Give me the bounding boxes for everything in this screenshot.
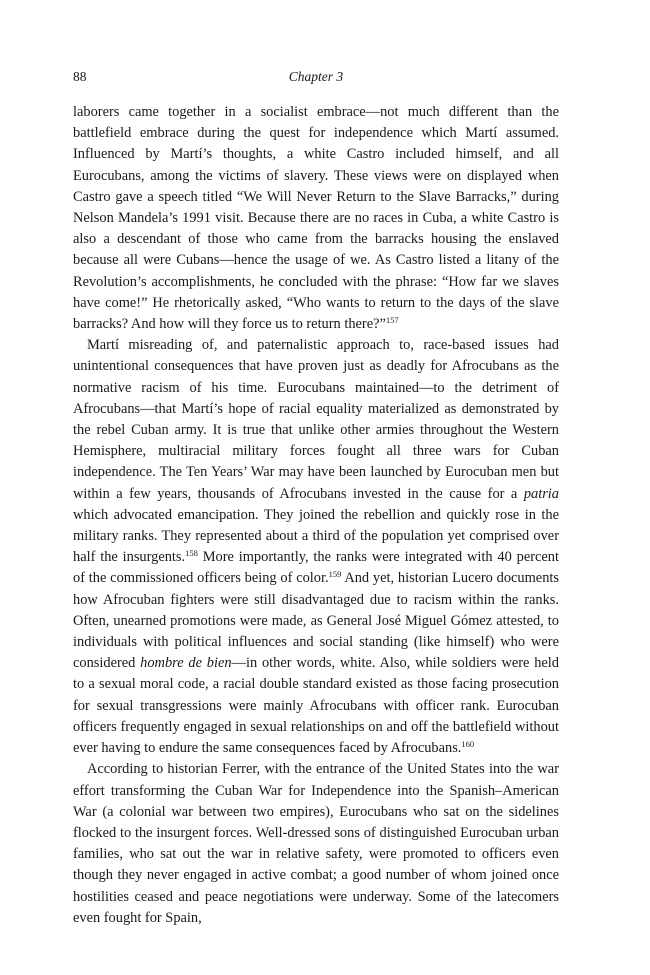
page-number: 88: [73, 69, 87, 84]
text-run: laborers came together in a socialist embrace—not much different than the battlefield embrace during the quest for independence which Martí assumed. Influenced by Martí’s thoughts, a white Castro included himself, and all Eurocubans, among the victims of slavery. These views were on displayed when Castro gave a speech titled “We Will Never Return to the Slave Barracks,” during Nelson Mandela’s 1991 visit. Because there are no races in Cuba, a white Castro is also a descendant of those who came from the barracks housing the enslaved because all were Cubans—hence the usage of we. As Castro listed a litany of the Revolution’s accomplishments, he concluded with the phrase: “How far we slaves have come!” He rhetorically asked, “Who wants to return to the days of the slave barracks? And how will they force us to return there?”: [73, 104, 559, 333]
paragraph-3: [73, 759, 559, 929]
italic-term-hombre-de-bien: hombre de bien: [140, 655, 232, 672]
text-run: More importantly, the ranks were integrated with 40 percent of the commissioned officers being of color.: [73, 549, 559, 587]
book-page: [73, 66, 559, 929]
text-run: —in other words, white. Also, while soldiers were held to a sexual moral code, a racial double standard existed as those facing prosecution for sexual transgressions were mainly Afrocubans with officer rank. Eurocuban officers frequently engaged in sexual relationships on and off the battlefield without ever having to endure the same consequences faced by Afrocubans.: [73, 655, 559, 757]
running-head: [73, 66, 559, 88]
footnote-ref-159: 159: [328, 569, 342, 580]
footnote-ref-157: 157: [385, 315, 399, 326]
body-text: [73, 102, 559, 929]
footnote-ref-158: 158: [185, 548, 198, 559]
paragraph-1: [73, 102, 559, 335]
paragraph-2: [73, 335, 559, 759]
chapter-title: Chapter 3: [288, 69, 344, 84]
text-run: which advocated emancipation. They joined the rebellion and quickly rose in the military ranks. They represented about a third of the population yet comprised over half the insurgents.: [73, 506, 559, 566]
footnote-ref-160: 160: [461, 739, 475, 750]
italic-term-patria: patria: [523, 485, 559, 502]
text-run: And yet, historian Lucero documents how Afrocuban fighters were still disadvantaged due to racism within the ranks. Often, unearned promotions were made, as General José Miguel Gómez attested, to individuals with political influences and social standing (like himself) who were considered: [73, 570, 559, 672]
text-run: Martí misreading of, and paternalistic approach to, race-based issues had unintentional consequences that have proven just as deadly for Afrocubans as the normative racism of his time. Eurocubans maintained—to the detriment of Afrocubans—that Martí’s hope of racial equality materialized as demonstrated by the rebel Cuban army. It is true that unlike other armies throughout the Western Hemisphere, multiracial military forces fought all three wars for Cuban independence. The Ten Years’ War may have been launched by Eurocuban men but within a few years, thousands of Afrocubans invested in the cause for a: [73, 337, 559, 502]
text-run: According to historian Ferrer, with the entrance of the United States into the war effort transforming the Cuban War for Independence into the Spanish–American War (a colonial war between two empires), Eurocubans who sat on the sidelines flocked to the insurgent forces. Well-dressed sons of distinguished Eurocuban urban families, who sat out the war in relative safety, were promoted to officers even though they never engaged in active combat; a good number of whom joined once hostilities ceased and peace negotiations were underway. Some of the latecomers even fought for Spain,: [73, 761, 559, 926]
